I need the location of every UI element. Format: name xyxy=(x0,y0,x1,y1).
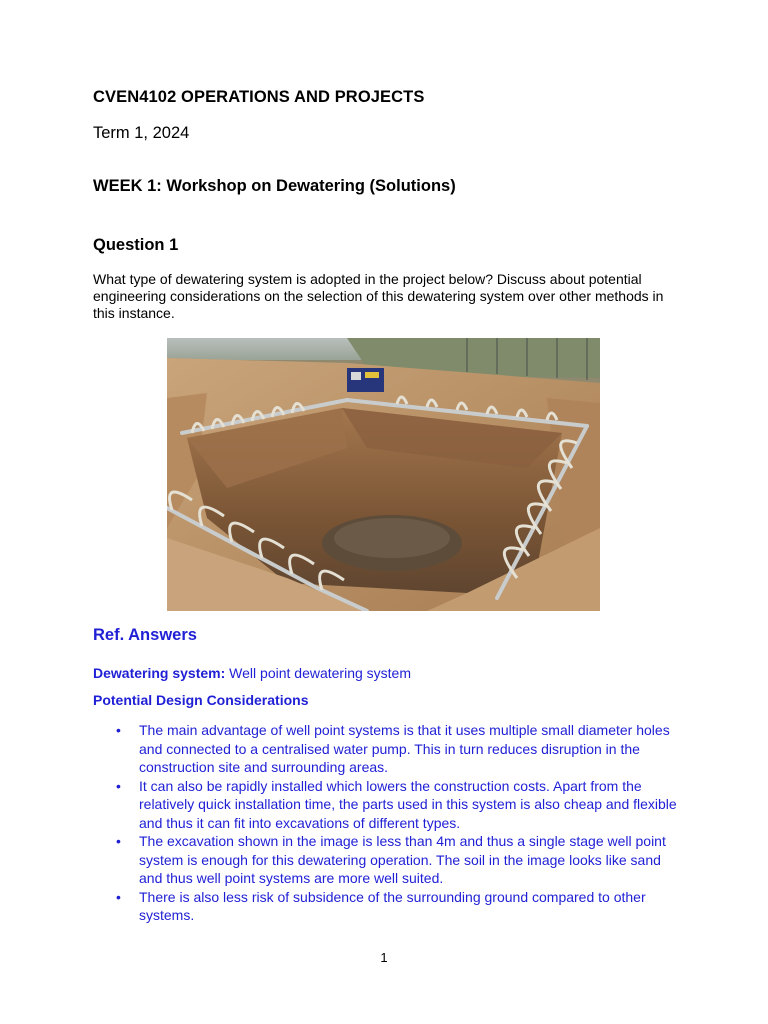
question-text: What type of dewatering system is adopted in the project below? Discuss about potential engineering considerations on the selection of this dewatering system over other methods in this instance. xyxy=(93,271,664,321)
dewatering-system-line xyxy=(93,665,411,681)
term-label: Term 1, 2024 xyxy=(93,124,190,142)
dewatering-system-label: Dewatering system: xyxy=(93,665,226,681)
week-title: WEEK 1: Workshop on Dewatering (Solutions) xyxy=(93,177,456,195)
page-number: 1 xyxy=(380,950,388,965)
list-item: • The main advantage of well point systems is that it uses multiple small diameter holes and connected to a centralised water pump. This in turn reduces disruption in the construction site and surrounding areas. xyxy=(116,721,686,777)
considerations-list xyxy=(116,721,686,925)
list-item: • The excavation shown in the image is less than 4m and thus a single stage well point system is enough for this dewatering operation. The soil in the image looks like sand and thus well point systems are more well suited. xyxy=(116,832,686,888)
list-item: • It can also be rapidly installed which lowers the construction costs. Apart from the relatively quick installation time, the parts used in this system is also cheap and flexible and thus it can fit into excavations of different types. xyxy=(116,777,686,833)
answers-heading: Ref. Answers xyxy=(93,626,197,644)
dewatering-system-value: Well point dewatering system xyxy=(229,665,411,681)
excavation-photo xyxy=(167,338,600,611)
list-item: • There is also less risk of subsidence of the surrounding ground compared to other systems. xyxy=(116,888,686,925)
considerations-heading: Potential Design Considerations xyxy=(93,692,309,708)
question-title: Question 1 xyxy=(93,236,179,254)
course-title: CVEN4102 OPERATIONS AND PROJECTS xyxy=(93,88,425,106)
